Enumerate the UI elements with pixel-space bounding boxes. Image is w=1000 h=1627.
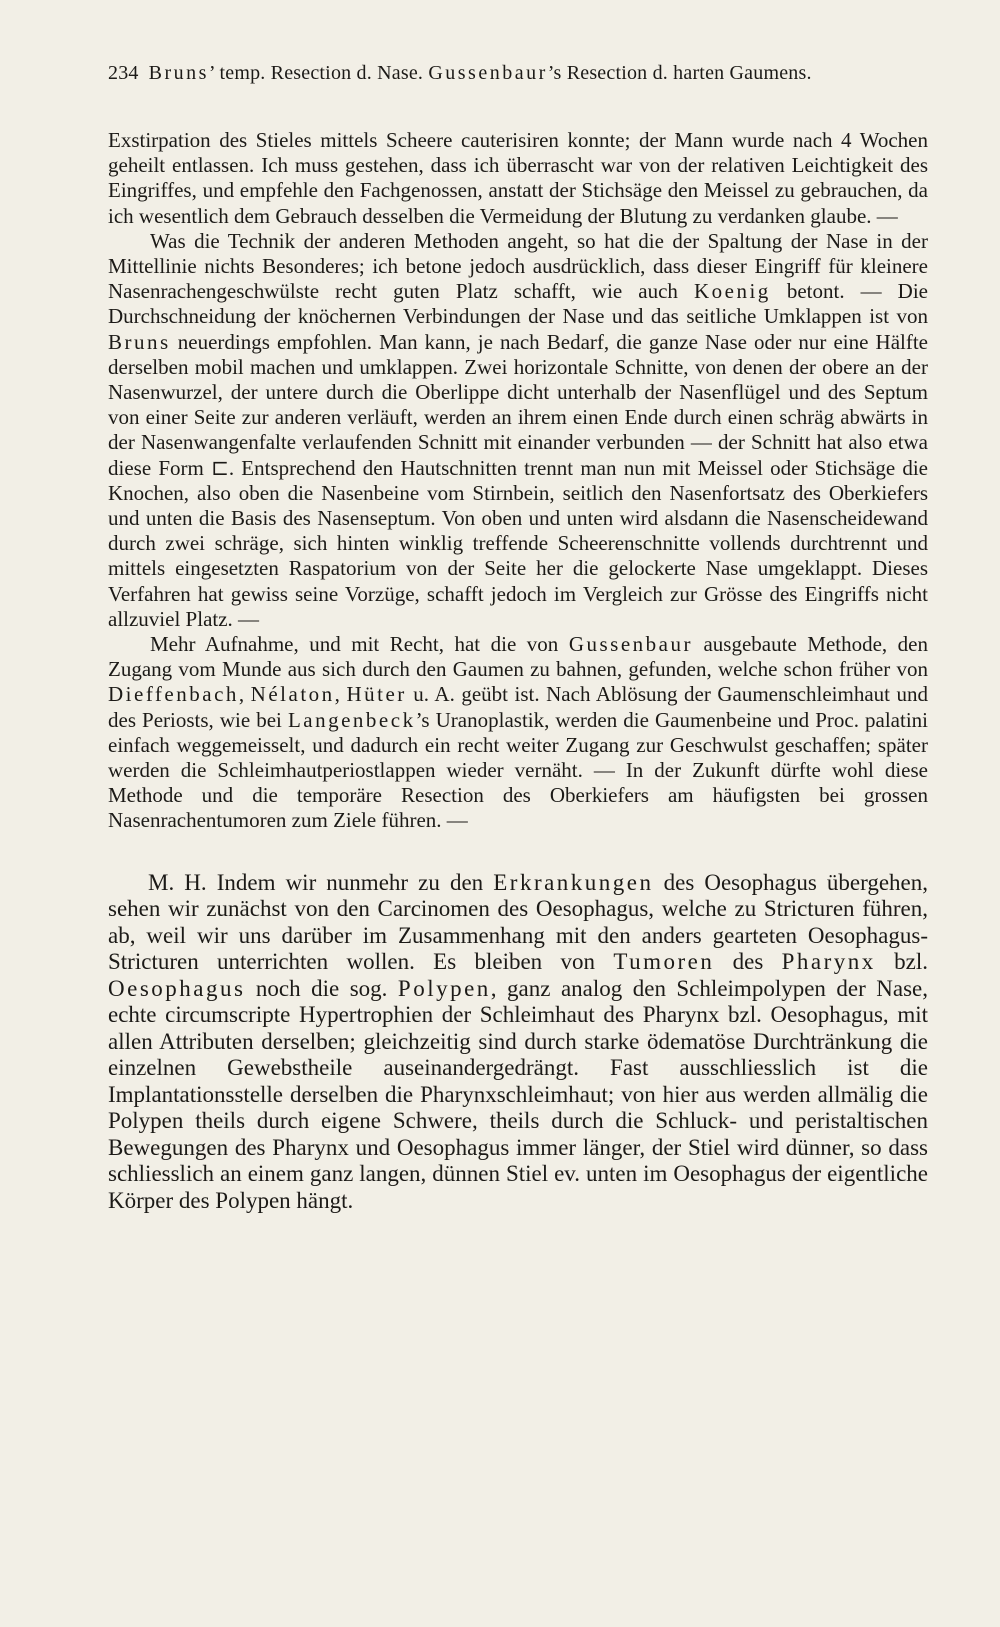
paragraph-3 xyxy=(108,632,928,834)
text-run: u. A. geübt ist. Nach Ablösung der Gaumenschleimhaut und des Periosts, wie bei xyxy=(108,682,928,732)
header-text: ’ temp. Resection d. Nase. xyxy=(208,62,429,84)
incision-form-glyph: ⊏ xyxy=(211,455,229,480)
text-run: des xyxy=(714,949,782,975)
text-run: des Oesophagus übergehen, sehen wir zunächst von den Carcinomen des Oesophagus, welche zu Stricturen führen, ab, weil wir uns darüber im Zusammenhang mit den anders gearteten Oesophagus-Stricturen unterrichten wollen. Es bleiben von xyxy=(108,869,928,975)
text-run: Was die Technik der anderen Methoden angeht, so hat die der Spaltung der Nase in der Mittellinie nichts Besonderes; ich betone jedoch ausdrücklich, dass dieser Eingriff für kleinere Nasenrachengeschwülste recht guten Platz schafft, wie auch xyxy=(108,228,928,304)
paragraph-1 xyxy=(108,128,928,229)
person-name: Koenig xyxy=(693,279,771,304)
text-run: neuerdings empfohlen. Man kann, je nach Bedarf, die ganze Nase oder nur eine Hälfte derselben mobil machen und umklappen. Zwei horizontale Schnitte, von denen der obere an der Nasenwurzel, der untere durch die Oberlippe dicht unterhalb der Nasenflügel und des Septum von einer Seite zur anderen verläuft, werden an ihrem einen Ende durch einen schräg abwärts in der Nasenwangenfalte verlaufenden Schnitt mit einander verbunden — der Schnitt hat also etwa diese Form xyxy=(108,329,928,480)
text-run: ’s Uranoplastik, werden die Gaumenbeine und Proc. palatini einfach weggemeisselt, und dadurch ein recht weiter Zugang zur Geschwulst geschaffen; später werden die Schleimhautperiostlappen wieder vernäht. — In der Zukunft dürfte wohl diese Methode und die temporäre Resection des Oberkiefers am häufigsten bei grossen Nasenrachentumoren zum Ziele führen. — xyxy=(108,707,928,833)
person-name: Gussenbaur xyxy=(568,632,693,657)
emphasis: Pharynx xyxy=(781,949,876,975)
page-number: 234 xyxy=(108,62,139,84)
text-run: ausgebaute Methode, den Zugang vom Munde aus sich durch den Gaumen zu bahnen, gefunden, welche schon früher von xyxy=(108,632,928,682)
emphasis: Tumoren xyxy=(613,949,715,975)
person-name: Langenbeck xyxy=(287,707,416,732)
paragraph-2 xyxy=(108,229,928,632)
emphasis: Erkrankungen xyxy=(493,869,654,895)
body-text xyxy=(108,128,928,1214)
text-run: , xyxy=(238,682,251,707)
text-run: Mehr Aufnahme, und mit Recht, hat die von xyxy=(150,632,569,657)
person-name: Bruns xyxy=(108,329,171,354)
emphasis: Oesophagus xyxy=(108,975,246,1001)
text-run: betont. — Die Durchschneidung der knöchernen Verbindungen der Nase und das seitliche Umklappen ist von xyxy=(108,279,928,329)
person-name: Dieffenbach xyxy=(108,682,239,707)
person-name: Hüter xyxy=(346,682,407,707)
text-run: M. H. Indem wir nunmehr zu den xyxy=(148,869,494,895)
emphasis: Polypen xyxy=(397,975,491,1001)
text-run: Exstirpation des Stieles mittels Scheere cauterisiren konnte; der Mann wurde nach 4 Wochen geheilt entlassen. Ich muss gestehen, dass ich überrascht war von der relativen Leichtigkeit des Eingriffes, und empfehle den Fachgenossen, anstatt der Stichsäge den Meissel zu gebrauchen, da ich wesentlich dem Gebrauch desselben die Vermeidung der Blutung zu verdanken glaube. — xyxy=(108,128,928,228)
person-name: Nélaton xyxy=(250,682,335,707)
text-run: bzl. xyxy=(875,949,928,975)
paragraph-4 xyxy=(108,870,928,1215)
text-run: noch die sog. xyxy=(245,975,398,1001)
running-head xyxy=(108,60,928,86)
text-run: , xyxy=(334,682,347,707)
author-name: Bruns xyxy=(148,62,209,84)
header-text: ’s Resection d. harten Gaumens. xyxy=(547,62,812,84)
text-run: , ganz analog den Schleimpolypen der Nase, echte circumscripte Hypertrophien der Schleimhaut des Pharynx bzl. Oesophagus, mit allen Attributen derselben; gleichzeitig sind durch starke ödematöse Durchtränkung die einzelnen Gewebstheile auseinandergedrängt. Fast ausschliesslich ist die Implantationsstelle derselben die Pharynxschleimhaut; von hier aus werden allmälig die Polypen theils durch eigene Schwere, theils durch die Schluck- und peristaltischen Bewegungen des Pharynx und Oesophagus immer länger, der Stiel wird dünner, so dass schliesslich an einem ganz langen, dünnen Stiel ev. unten im Oesophagus der eigentliche Körper des Polypen hängt. xyxy=(108,975,928,1213)
section-gap xyxy=(108,834,928,870)
text-run: . Entsprechend den Hautschnitten trennt man nun mit Meissel oder Stichsäge die Knochen, also oben die Nasenbeine vom Stirnbein, seitlich den Nasenfortsatz des Oberkiefers und unten die Basis des Nasenseptum. Von oben und unten wird alsdann die Nasenscheidewand durch zwei schräge, sich hinten winklig treffende Scheerenschnitte vollends durchtrennt und mittels eingesetzten Raspatorium von der Seite her die gelockerte Nase umgeklappt. Dieses Verfahren hat gewiss seine Vorzüge, schafft jedoch im Vergleich zur Grösse des Eingriffs nicht allzuviel Platz. — xyxy=(108,455,928,631)
author-name: Gussenbaur xyxy=(428,62,548,84)
